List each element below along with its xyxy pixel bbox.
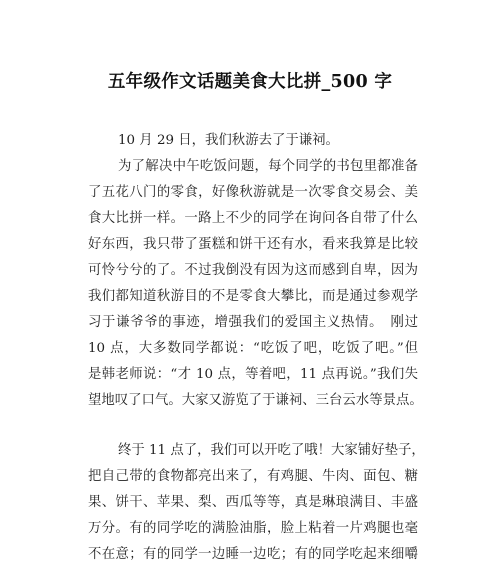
paragraph-line: 不在意；有的同学一边睡一边吃；有的同学吃起来细嚼: [88, 547, 418, 562]
paragraph-line: 10 月 29 日，我们秋游去了于谦祠。: [118, 133, 339, 148]
paragraph-line: 万分。有的同学吃的满脸油脂，脸上粘着一片鸡腿也毫: [88, 521, 418, 536]
paragraph-line: 习于谦爷爷的事迹，增强我们的爱国主义热情。 刚过: [88, 315, 418, 330]
paragraph-line: 食大比拼一样。一路上不少的同学在询问各自带了什么: [88, 211, 418, 226]
paragraph-line: 是韩老师说：“才 10 点，等着吧，11 点再说。”我们失: [88, 367, 418, 382]
paragraph-line: 好东西，我只带了蛋糕和饼干还有水，看来我算是比较: [88, 237, 418, 252]
paragraph-line: 可怜兮兮的了。不过我倒没有因为这而感到自卑，因为: [88, 263, 418, 278]
paragraph-line: 了五花八门的零食，好像秋游就是一次零食交易会、美: [88, 185, 418, 200]
paragraph-line: 望地叹了口气。大家又游览了于谦祠、三台云水等景点。: [88, 393, 423, 408]
paragraph-line: 果、饼干、苹果、梨、西瓜等等，真是琳琅满目、丰盛: [88, 495, 418, 510]
article-title: 五年级作文话题美食大比拼_500 字: [107, 72, 393, 92]
paragraph-line: 10 点，大多数同学都说：“吃饭了吧，吃饭了吧。”但: [88, 341, 418, 356]
paragraph-line: 我们都知道秋游目的不是零食大攀比，而是通过参观学: [88, 289, 418, 304]
paragraph-line: 把自己带的食物都亮出来了，有鸡腿、牛肉、面包、糖: [88, 469, 418, 484]
paragraph-line: 为了解决中午吃饭问题，每个同学的书包里都准备: [118, 159, 418, 174]
paragraph-line: 终于 11 点了，我们可以开吃了哦！大家铺好垫子，: [118, 443, 425, 458]
